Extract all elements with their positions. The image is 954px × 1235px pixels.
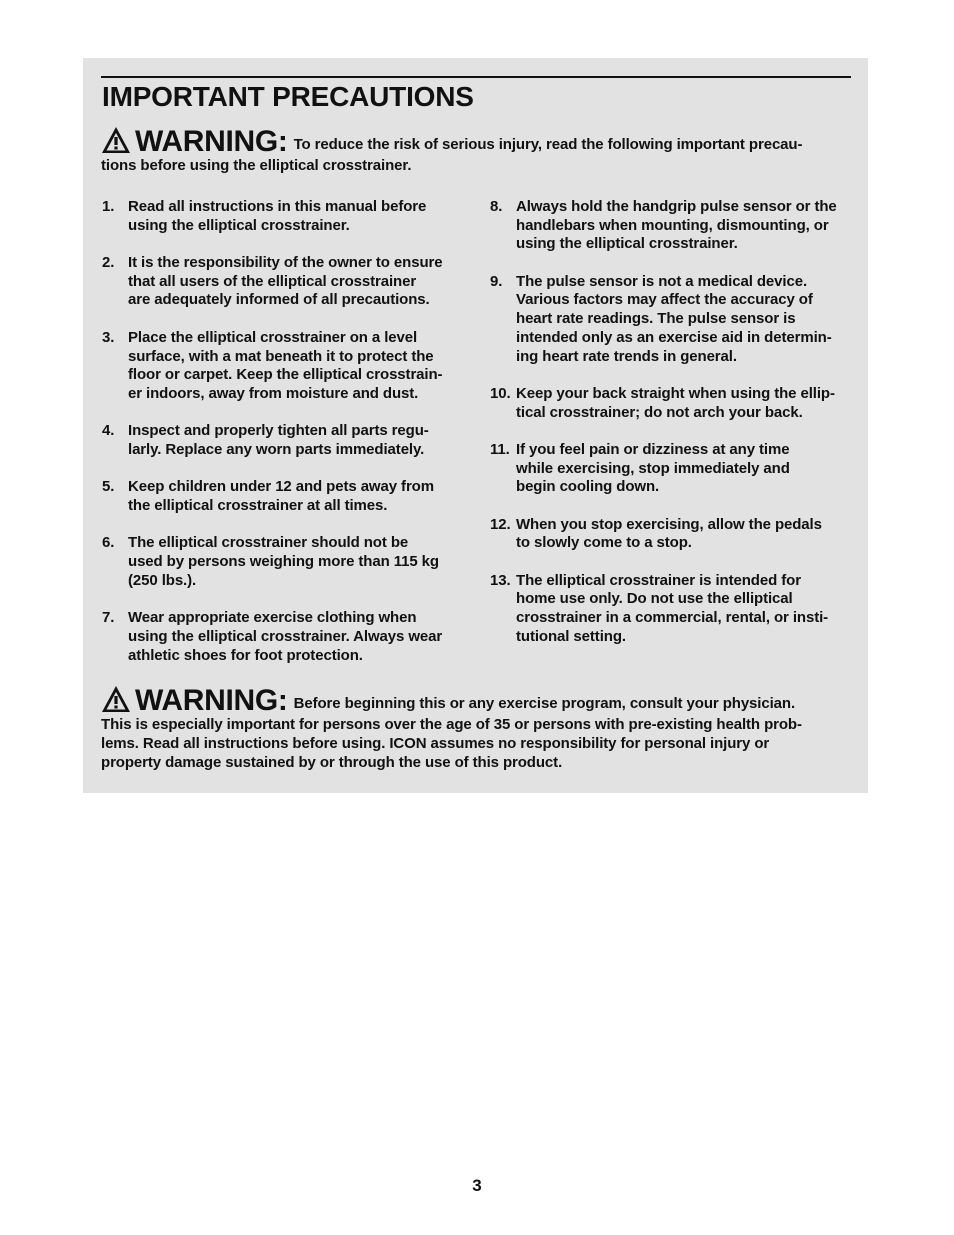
- item-line: larly. Replace any worn parts immediately.: [128, 440, 425, 458]
- warning-bottom: [101, 683, 853, 772]
- item-number: 13.: [490, 571, 511, 589]
- item-line: Keep your back straight when using the ellip-: [516, 384, 835, 402]
- item-line: Inspect and properly tighten all parts regu-: [128, 422, 429, 440]
- item-line: When you stop exercising, allow the pedals: [516, 515, 822, 533]
- item-line: to slowly come to a stop.: [516, 534, 692, 552]
- precaution-item: [490, 198, 855, 254]
- precaution-item: [490, 441, 855, 497]
- warning-text-line: lems. Read all instructions before using. ICON assumes no responsibility for personal injury or: [101, 735, 770, 752]
- item-number: 12.: [490, 515, 511, 533]
- item-line: tical crosstrainer; do not arch your back.: [516, 403, 803, 421]
- page-number: 3: [472, 1176, 482, 1195]
- item-line: (250 lbs.).: [128, 571, 197, 589]
- item-line: The elliptical crosstrainer should not be: [128, 534, 409, 552]
- item-line: while exercising, stop immediately and: [516, 459, 790, 477]
- item-line: The pulse sensor is not a medical device.: [516, 272, 808, 290]
- item-line: Keep children under 12 and pets away from: [128, 478, 434, 496]
- warning-top-first-line: [101, 124, 853, 156]
- item-number: 7.: [102, 609, 115, 627]
- item-line: athletic shoes for foot protection.: [128, 646, 363, 664]
- warning-text-line: tions before using the elliptical crosstrainer.: [101, 157, 412, 174]
- item-line: tutional setting.: [516, 627, 626, 645]
- item-number: 4.: [102, 422, 115, 440]
- warning-text-line: To reduce the risk of serious injury, read the following important precau-: [293, 136, 803, 153]
- warning-label: WARNING:: [135, 684, 288, 717]
- precaution-item: [490, 572, 855, 647]
- precaution-item: [490, 385, 855, 422]
- precaution-item: [102, 609, 467, 665]
- item-line: Always hold the handgrip pulse sensor or the: [516, 198, 837, 215]
- item-line: floor or carpet. Keep the elliptical crosstrain-: [128, 366, 443, 384]
- item-line: using the elliptical crosstrainer. Always wear: [128, 627, 443, 645]
- precaution-item: [102, 478, 467, 515]
- item-line: home use only. Do not use the elliptical: [516, 590, 793, 608]
- item-line: ing heart rate trends in general.: [516, 347, 737, 365]
- item-number: 6.: [102, 534, 115, 552]
- item-number: 9.: [490, 272, 503, 290]
- item-line: It is the responsibility of the owner to ensure: [128, 254, 443, 272]
- precautions-column-right: [490, 198, 855, 665]
- item-line: using the elliptical crosstrainer.: [128, 216, 350, 234]
- warning-label: WARNING:: [135, 125, 288, 158]
- item-number: 8.: [490, 198, 503, 215]
- precaution-item: [102, 254, 467, 310]
- precautions-column-left: [102, 198, 467, 684]
- item-line: using the elliptical crosstrainer.: [516, 235, 738, 253]
- item-number: 10.: [490, 384, 511, 402]
- item-line: begin cooling down.: [516, 478, 660, 496]
- item-number: 11.: [490, 440, 510, 458]
- precaution-item: [490, 516, 855, 553]
- item-line: surface, with a mat beneath it to protect the: [128, 347, 434, 365]
- warning-text-line: This is especially important for persons over the age of 35 or persons with pre-existing health prob-: [101, 716, 802, 733]
- item-line: Read all instructions in this manual before: [128, 198, 427, 215]
- item-line: The elliptical crosstrainer is intended for: [516, 571, 801, 589]
- warning-bottom-first-line: [101, 683, 853, 715]
- item-number: 3.: [102, 328, 115, 346]
- item-line: intended only as an exercise aid in determin-: [516, 328, 832, 346]
- warning-triangle-icon: [101, 685, 131, 713]
- warning-top: [101, 124, 853, 175]
- item-line: Wear appropriate exercise clothing when: [128, 609, 417, 627]
- precaution-item: [102, 329, 467, 404]
- page-title: IMPORTANT PRECAUTIONS: [102, 81, 474, 112]
- item-line: crosstrainer in a commercial, rental, or insti-: [516, 609, 829, 627]
- item-number: 2.: [102, 254, 115, 272]
- warning-triangle-icon: [101, 126, 131, 154]
- item-line: heart rate readings. The pulse sensor is: [516, 310, 796, 328]
- item-line: er indoors, away from moisture and dust.: [128, 384, 419, 402]
- item-line: are adequately informed of all precautions.: [128, 291, 430, 309]
- item-line: that all users of the elliptical crosstrainer: [128, 272, 417, 290]
- item-number: 1.: [102, 198, 115, 215]
- item-line: Various factors may affect the accuracy of: [516, 291, 813, 309]
- item-number: 5.: [102, 478, 115, 496]
- precaution-item: [102, 422, 467, 459]
- precaution-item: [102, 534, 467, 590]
- item-line: If you feel pain or dizziness at any time: [516, 440, 790, 458]
- precaution-item: [102, 198, 467, 235]
- item-line: handlebars when mounting, dismounting, or: [516, 216, 829, 234]
- warning-text-line: Before beginning this or any exercise program, consult your physician.: [293, 695, 796, 712]
- item-line: the elliptical crosstrainer at all times.: [128, 497, 388, 514]
- warning-text-line: property damage sustained by or through the use of this product.: [101, 754, 563, 771]
- item-line: Place the elliptical crosstrainer on a level: [128, 328, 418, 346]
- precaution-item: [490, 273, 855, 366]
- top-rule: [101, 76, 851, 78]
- item-line: used by persons weighing more than 115 kg: [128, 553, 439, 571]
